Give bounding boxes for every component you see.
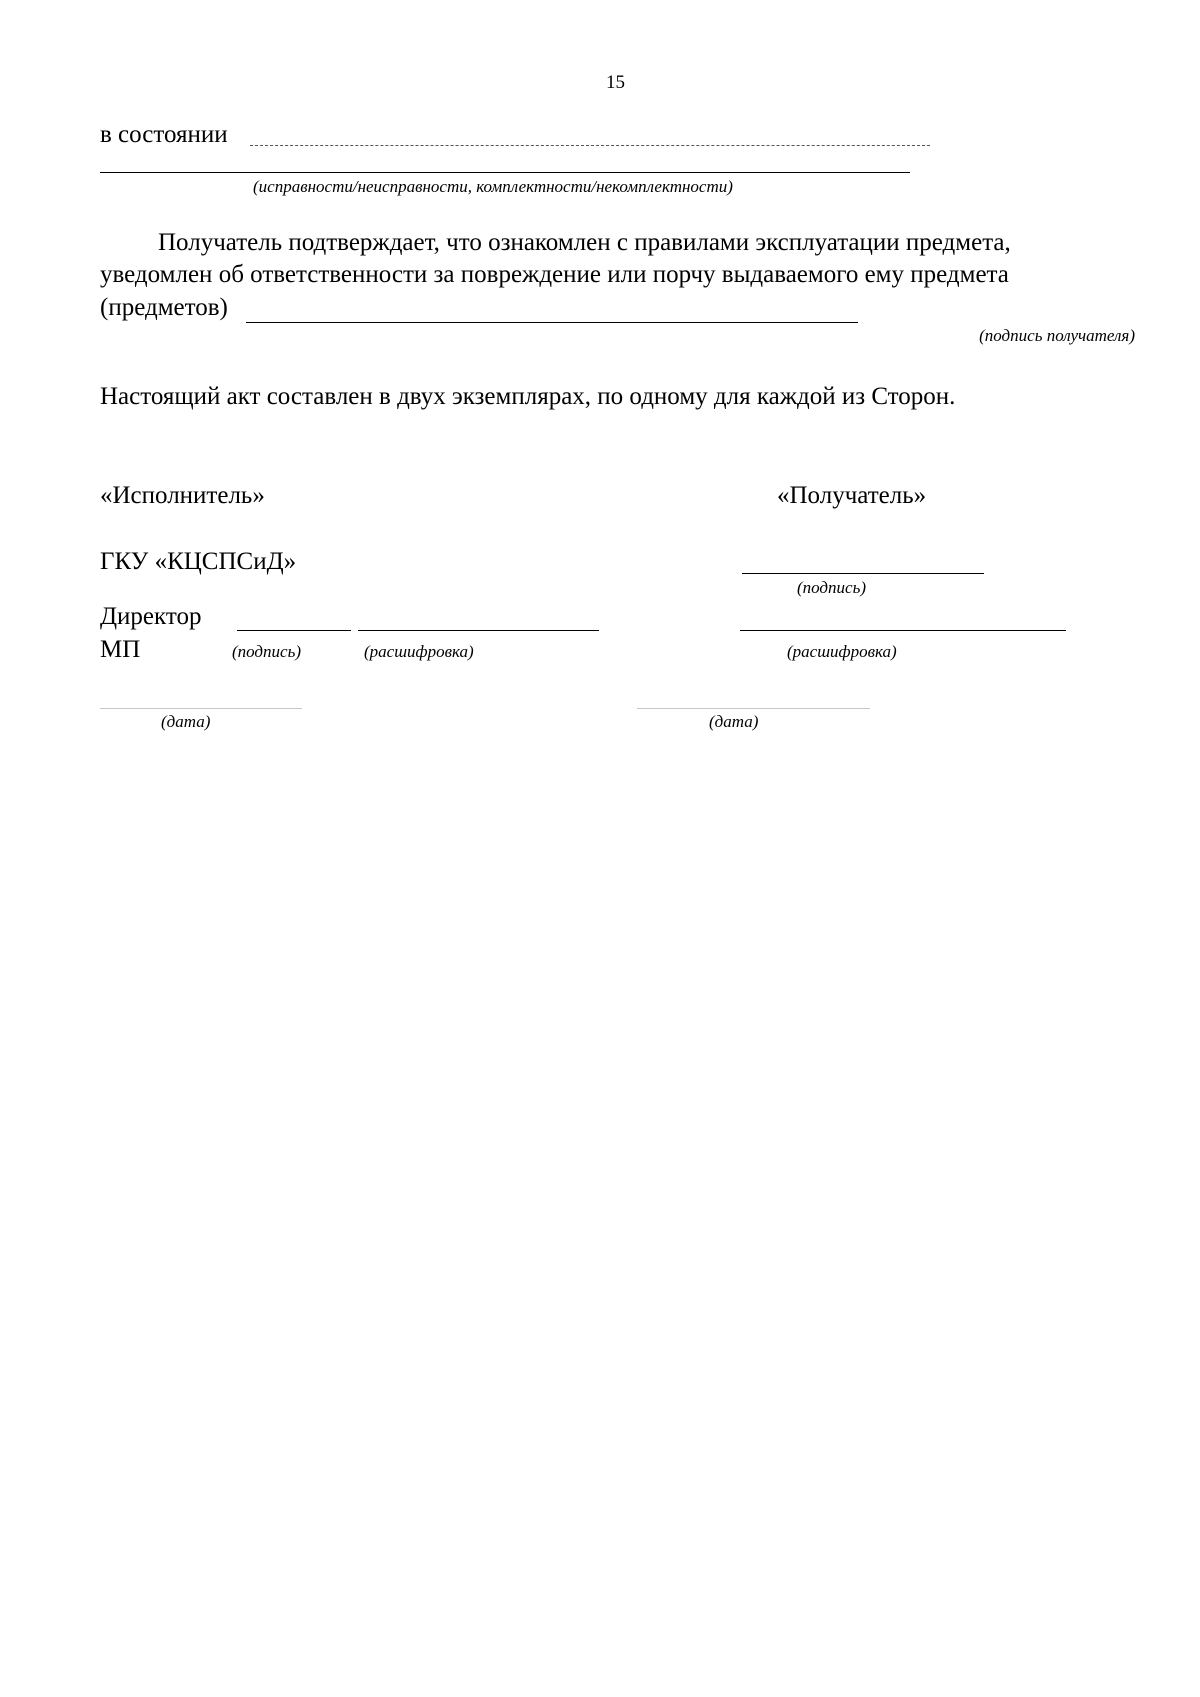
recipient-title: «Получатель» bbox=[777, 482, 927, 509]
state-label: в состоянии bbox=[100, 121, 228, 148]
executor-date-line[interactable] bbox=[100, 708, 302, 709]
executor-title: «Исполнитель» bbox=[100, 482, 265, 509]
page-number: 15 bbox=[606, 72, 625, 93]
recipient-sign-caption: (подпись) bbox=[797, 578, 866, 597]
recipient-signature-caption: (подпись получателя) bbox=[979, 326, 1135, 345]
recipient-decoding-line[interactable] bbox=[740, 630, 1066, 631]
recipient-signature-line[interactable] bbox=[246, 322, 858, 323]
director-signature-caption: (подпись) bbox=[232, 642, 301, 661]
confirmation-line-3: (предметов) bbox=[100, 294, 228, 321]
executor-date-caption: (дата) bbox=[161, 712, 211, 731]
recipient-sign-line[interactable] bbox=[742, 573, 984, 574]
director-decoding-line[interactable] bbox=[358, 630, 599, 631]
confirmation-line-2: уведомлен об ответственности за повреждение или порчу выдаваемого ему предмета bbox=[100, 261, 1009, 288]
director-signature-line[interactable] bbox=[237, 630, 351, 631]
executor-organization: ГКУ «КЦСПСиД» bbox=[100, 548, 297, 575]
recipient-date-caption: (дата) bbox=[709, 712, 759, 731]
director-decoding-caption: (расшифровка) bbox=[364, 642, 474, 661]
confirmation-line-1: Получатель подтверждает, что ознакомлен с правилами эксплуатации предмета, bbox=[158, 229, 1011, 256]
stamp-label: МП bbox=[100, 636, 141, 663]
state-caption: (исправности/неисправности, комплектности/некомплектности) bbox=[253, 177, 733, 196]
recipient-decoding-caption: (расшифровка) bbox=[787, 642, 897, 661]
director-label: Директор bbox=[100, 603, 202, 630]
state-fill-line-2[interactable] bbox=[100, 172, 910, 173]
recipient-date-line[interactable] bbox=[637, 708, 870, 709]
state-fill-line[interactable] bbox=[250, 145, 930, 146]
copies-note: Настоящий акт составлен в двух экземплярах, по одному для каждой из Сторон. bbox=[100, 383, 956, 410]
